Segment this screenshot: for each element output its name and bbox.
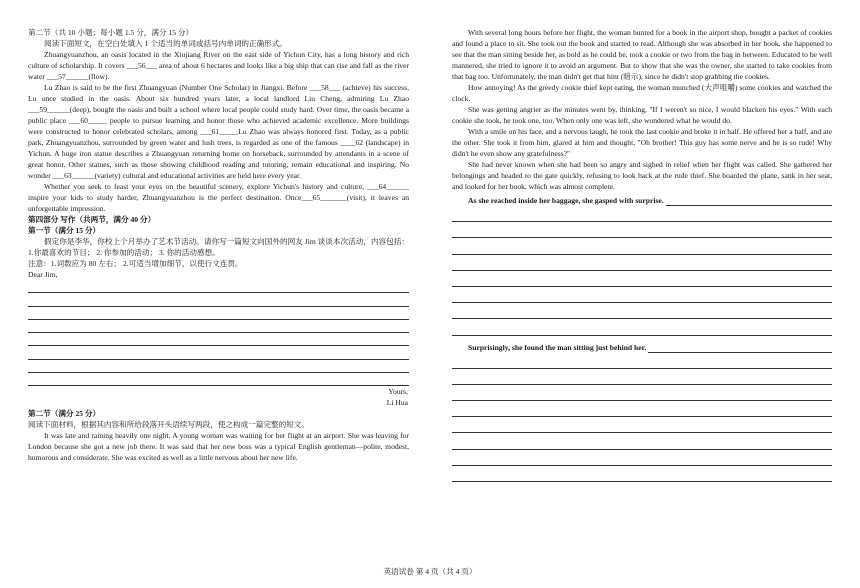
answer-line[interactable] (452, 385, 832, 401)
answer-line[interactable] (28, 373, 409, 386)
story-paragraph-6: She had never known when she had been so angry and sighed in relief when her flight was called. She gathered her belongings and headed to the gate quickly, refusing to look back at the rude thief. She boarded the plane, sank in her seat, and looked for her book, which was almost complete. (452, 160, 832, 191)
cloze-paragraph-3: Whether you seek to feast your eyes on the beautiful scenery, explore Yichun's history and culture, ___64______ inspire your kids to study harder, Zhuangyuanzhou is the perfect destination. Once___65_______(visit), it leaves an unforgettable impression. (28, 182, 409, 213)
part4-header: 第四部分 写作（共两节，满分 40 分） (28, 215, 156, 224)
continuation-2-lines[interactable] (452, 353, 832, 483)
continuation-prompt-2-text: Surprisingly, she found the man sitting just behind her. (468, 342, 647, 352)
story-paragraph-3: How annoying! As the greedy cookie thief kept eating, the woman munched (大声咀嚼) some cookies and watched the clock. (452, 83, 832, 103)
answer-line[interactable] (452, 369, 832, 385)
letter-greeting: Dear Jim, (28, 270, 58, 279)
answer-line[interactable] (28, 293, 409, 306)
answer-line[interactable] (28, 320, 409, 333)
answer-line[interactable] (452, 238, 832, 254)
left-column (28, 27, 409, 463)
story-paragraph-5: With a smile on his face, and a nervous laugh, he took the last cookie and broke it in half. He offered her a half, and ate the other. She took it from him, glared at him and thought, "Oh brother! This guy has some nerve and he is so rude! Why didn't he even show any gratefulness?" (452, 127, 832, 158)
story-paragraph-4: She was getting angrier as the minutes went by, thinking, "If I weren't so nice, I would blacken his eyes." With each cookie she took, he took one, too. When only one was left, she wondered what he would do. (452, 105, 832, 125)
writing-section1-note: 注意：1.词数应为 80 左右； 2.可适当增加细节，以使行文连贯。 (28, 259, 243, 268)
answer-line[interactable] (28, 346, 409, 359)
letter-signature: Li Hua (386, 398, 408, 408)
answer-line[interactable] (28, 280, 409, 293)
answer-line[interactable] (452, 450, 832, 466)
answer-line[interactable] (452, 222, 832, 238)
writing-section1-prompt: 假定你是李华，你校上个月举办了艺术节活动。请你写一篇短文向国外的网友 Jim 谈谈本次活动，内容包括：1.你最喜欢的节目； 2. 你参加的活动； 3. 你的活动感想。 (28, 237, 409, 257)
writing-section1-header: 第一节（满分 15 分） (28, 226, 101, 235)
story-paragraph-2: With several long hours before her flight, the woman hunted for a book in the airport shop, bought a packet of cookies and found a place to sit. She took out the book and started to read. Although she was absorbed in her book, she happened to see that the man sitting beside her, as bold as he could be, took a cookie or two from the bag in between. Educated to be well mannered, she tried to ignore it to avoid an argument. But to show that she was the owner, she started to take cookies from that bag too. Unfortunately, the man didn't get that hint (暗示), since he didn't stop grabbing the cookies. (452, 28, 832, 81)
answer-line[interactable] (452, 417, 832, 433)
answer-line[interactable] (28, 333, 409, 346)
prompt-1-fill-line[interactable] (666, 196, 832, 206)
story-paragraph-1: It was late and raining heavily one night. A young woman was waiting for her flight at an airport. She was leaving for London because she got a new job there. It was said that her new boss was a typical English gentleman—polite, modest, humorous and considerate. She was excited as well as a little nervous about her new life. (28, 431, 409, 463)
writing-section2-header: 第二节（满分 25 分） (28, 409, 101, 419)
cloze-paragraph-2: Lu Zhao is said to be the first Zhuangyuan (Number One Scholar) in Jiangxi. Before ___58___ (achieve) his success, Lu once studied in the oasis. About six hundred years later, a local landlord Liu Cheng, admiring Lu Zhao ___59______(deep), bought the oasis and built a school where local people could study hard. Over time, the oasis became a public place ___60_____ people to pursue learning and honor those who achieved academic excellence. More buildings were constructed to honor celebrated scholars, among ___61_____Lu Zhao was always honored first. Today, as a public park, Zhuangyuanzhou, surrounded by green water and lush trees, is regarded as one of the famous ____62 (landscape) in Yichun. A huge iron statue describes a Zhuangyuan returning home on horseback, surrounded by attendants in a scene of great honor. Other statues, such as those showing childhood reading and tutoring, remain educational and inspiring. No wonder ___63______(variety) cultural and educational activities are held here every year. (28, 83, 409, 180)
letter-closing: Yours, (388, 387, 408, 397)
writing-section2-instruction: 阅读下面材料，根据其内容和所给段落开头语续写两段，使之构成一篇完整的短文。 (28, 420, 309, 430)
answer-line[interactable] (452, 401, 832, 417)
prompt-2-fill-line[interactable] (648, 343, 832, 353)
page-footer: 英语试卷 第 4 页（共 4 页） (383, 567, 477, 576)
answer-line[interactable] (452, 287, 832, 303)
continuation-prompt-1 (452, 195, 832, 206)
answer-line[interactable] (452, 353, 832, 369)
section2-header: 第二节（共 10 小题；每小题 1.5 分，满分 15 分） (28, 28, 194, 37)
letter-answer-lines[interactable] (28, 280, 409, 386)
answer-line[interactable] (452, 466, 832, 482)
answer-line[interactable] (452, 271, 832, 287)
cloze-paragraph-1: Zhuangyuanzhou, an oasis located in the Xiujiang River on the east side of Yichun City, has a long history and rich culture of scholarship. It covers ___56___ area of about 6 hectares and looks like a big ship that can rise and fall as the river water ___57______(flow). (28, 50, 409, 81)
section2-instruction: 阅读下面短文，在空白处填入 1 个适当的单词或括号内单词的正确形式。 (44, 39, 287, 48)
answer-line[interactable] (452, 206, 832, 222)
continuation-prompt-1-text: As she reached inside her baggage, she gasped with surprise. (468, 196, 664, 205)
continuation-prompt-2 (452, 342, 832, 353)
answer-line[interactable] (28, 307, 409, 320)
answer-line[interactable] (452, 433, 832, 449)
answer-line[interactable] (452, 319, 832, 335)
right-column (452, 27, 832, 482)
answer-line[interactable] (452, 255, 832, 271)
answer-line[interactable] (28, 360, 409, 373)
answer-line[interactable] (452, 303, 832, 319)
continuation-1-lines[interactable] (452, 206, 832, 336)
